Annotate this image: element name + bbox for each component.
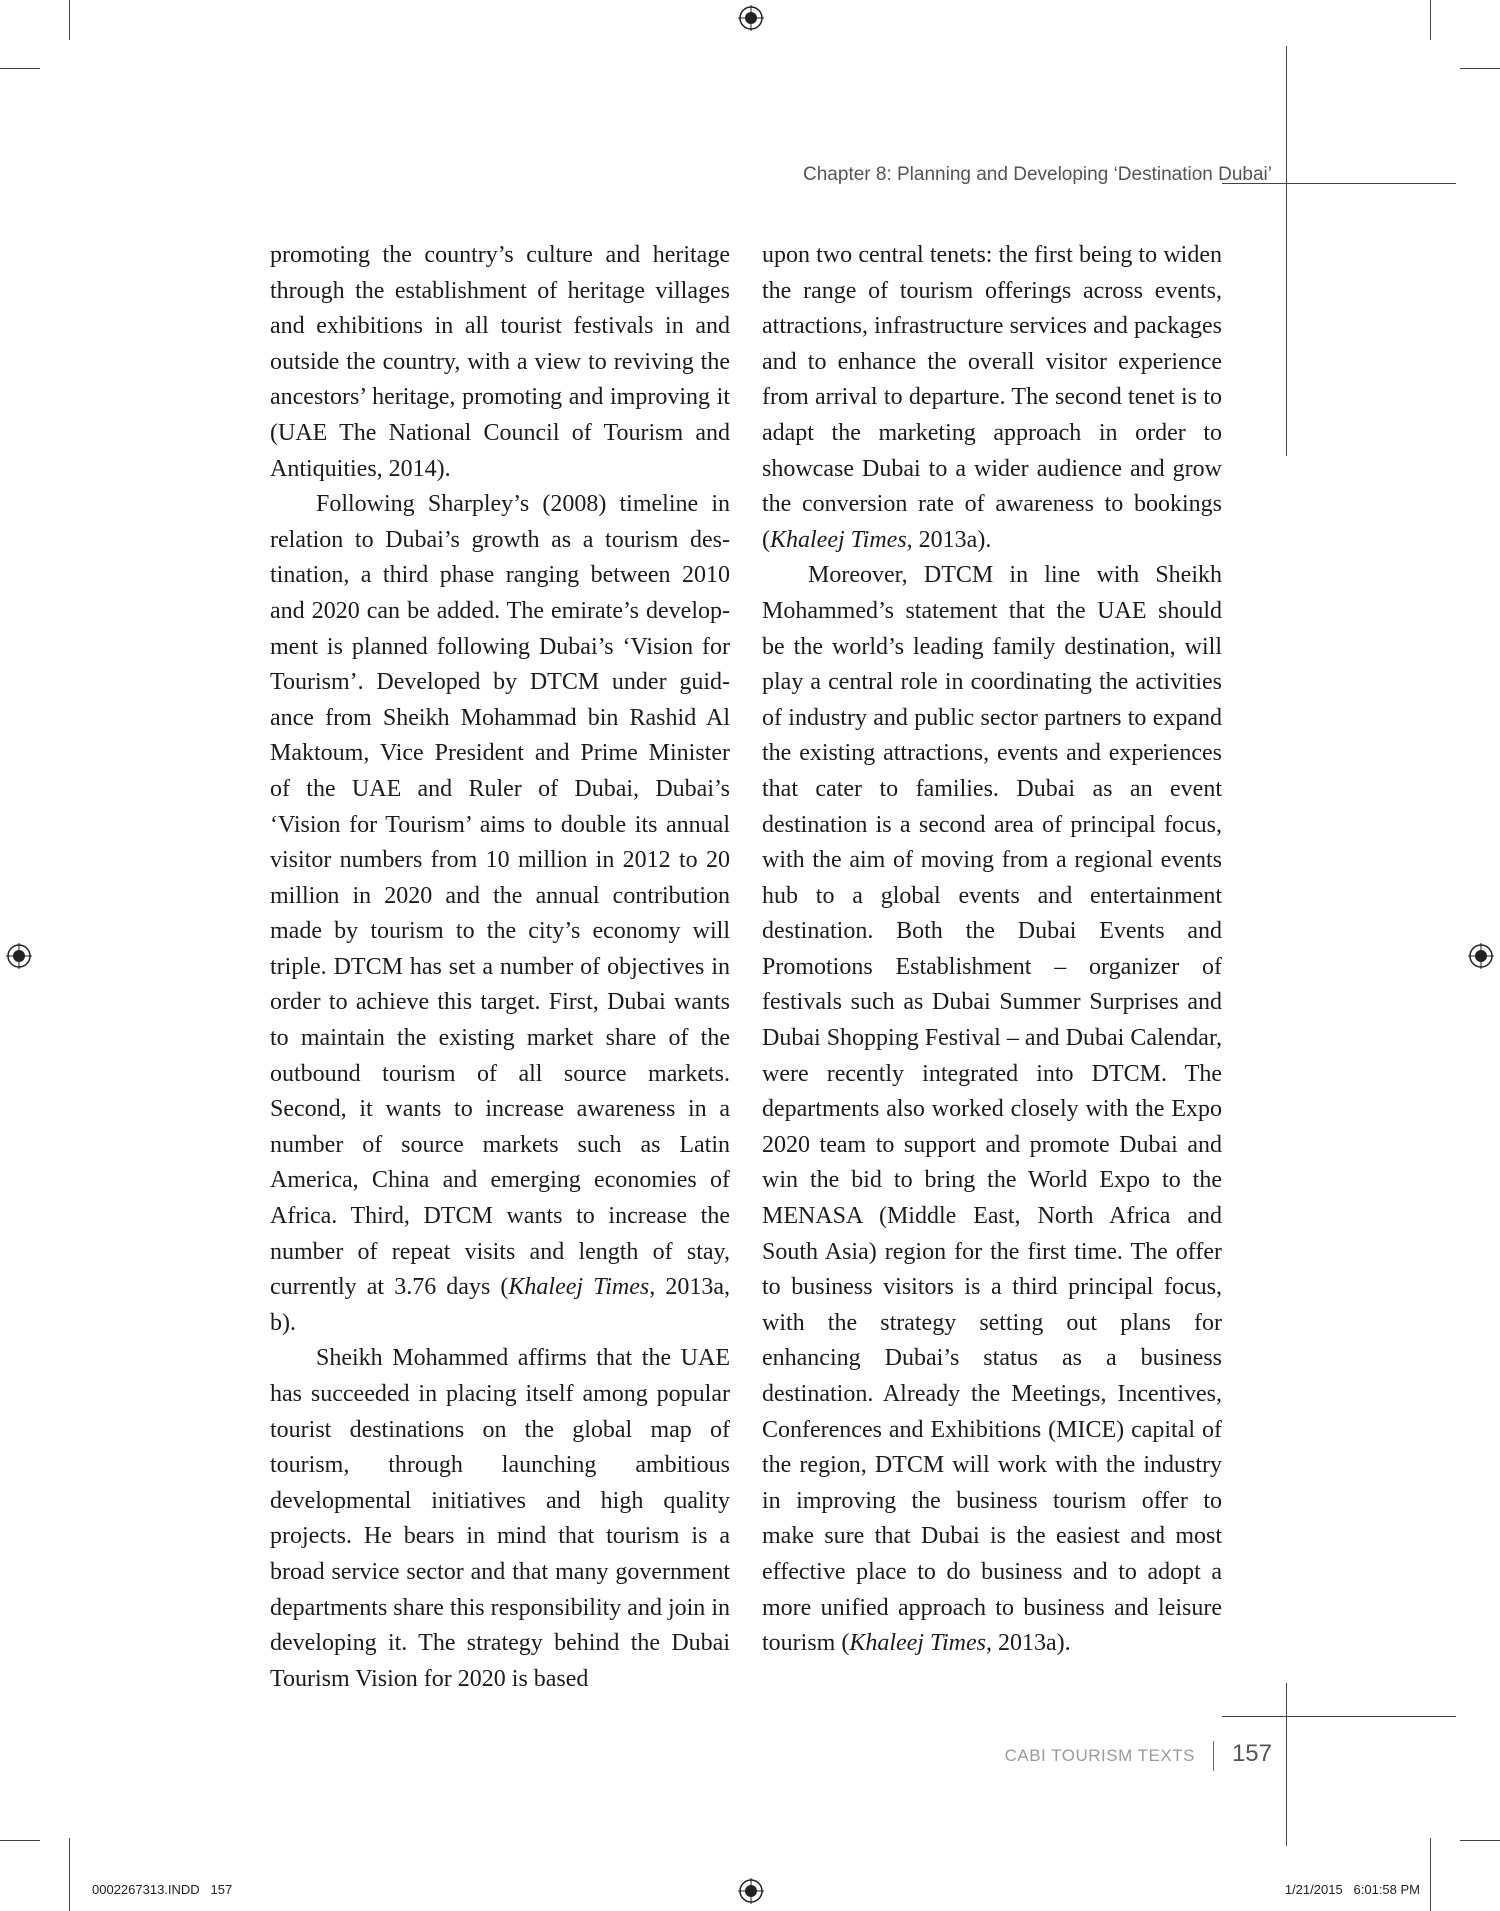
crop-mark xyxy=(1460,1840,1500,1841)
paragraph xyxy=(270,487,730,1341)
citation-source: Khaleej Times xyxy=(770,526,907,553)
running-head: Chapter 8: Planning and Developing ‘Destination Dubai’ xyxy=(803,164,1272,185)
registration-mark-icon xyxy=(6,943,32,969)
paragraph xyxy=(762,558,1222,1661)
paragraph xyxy=(270,238,730,487)
crop-mark xyxy=(0,1840,40,1841)
crop-mark xyxy=(0,68,40,69)
text-run: promoting the country’s culture and heritage through the establishment of heritage villages and exhibitions in all tourist festivals in and outside the country, with a view to reviving the ancestors’ heritage, promoting and improving it (UAE The National Council of Tourism and Antiquities, 2014). xyxy=(270,242,730,482)
left-column xyxy=(270,238,730,1697)
citation-source: Khaleej Times xyxy=(849,1630,986,1657)
text-run: Moreover, DTCM in line with Sheikh Mohammed’s statement that the UAE should be the world’s leading family destination, will play a central role in coordinating the activities of industry and public sector partners to expand the existing attractions, events and experiences that cater to families. Dubai as an event destination is a second area of principal focus, with the aim of moving from a regional events hub to a global events and entertainment destination. Both the Dubai Events and Promotions Establishment – organizer of festivals such as Dubai Summer Surprises and Dubai Shopping Festival – and Dubai Calendar, were recently integrated into DTCM. The departments also worked closely with the Expo 2020 team to support and promote Dubai and win the bid to bring the World Expo to the MENASA (Middle East, North Africa and South Asia) region for the first time. The offer to business visitors is a third principal focus, with the strategy setting out plans for enhancing Dubai’s status as a business destination. Already the Meetings, Incentives, Conferences and Exhibitions (MICE) capital of the region, DTCM will work with the industry in improving the business tourism offer to make sure that Dubai is the easiest and most effective place to do business and to adopt a more unified approach to business and leisure tourism ( xyxy=(762,562,1222,1657)
text-run: , 2013a). xyxy=(906,526,992,553)
text-run: Sheikh Mohammed affirms that the UAE has succeeded in placing itself among popular tourist destinations on the global map of tourism, through launching ambitious developmental initiatives and high quality projects. He bears in mind that tourism is a broad service sector and that many government departments share this responsibility and join in developing it. The strategy behind the Dubai Tourism Vision for 2020 is based xyxy=(270,1345,730,1692)
paragraph xyxy=(270,1341,730,1697)
footer-separator xyxy=(1213,1741,1214,1771)
text-run: Following Sharpley’s (2008) timeline in relation to Dubai’s growth as a tourism destination, a third phase ranging between 2010 and 2020 can be added. The emirate’s development is planned following Dubai’s ‘Vision for Tourism’. Developed by DTCM under guidance from Sheikh Mohammad bin Rashid Al Maktoum, Vice President and Prime Minister of the UAE and Ruler of Dubai, Dubai’s ‘Vision for Tourism’ aims to double its annual visitor numbers from 10 million in 2012 to 20 million in 2020 and the annual contribution made by tourism to the city’s economy will triple. DTCM has set a number of objectives in order to achieve this target. First, Dubai wants to maintain the existing market share of the outbound tourism of all source markets. Second, it wants to increase awareness in a number of source markets such as Latin America, China and emerging economies of Africa. Third, DTCM wants to increase the number of repeat visits and length of stay, currently at 3.76 days ( xyxy=(270,491,730,1301)
slug-timestamp: 1/21/2015 6:01:58 PM xyxy=(1284,1882,1420,1897)
trim-guide xyxy=(1286,1683,1287,1846)
crop-mark xyxy=(69,1838,70,1911)
text-run: , 2013a). xyxy=(986,1630,1071,1657)
text-run: , 2013a, b). xyxy=(270,1274,730,1336)
paragraph xyxy=(762,238,1222,558)
footer-rule xyxy=(1222,1716,1456,1717)
crop-mark xyxy=(1430,0,1431,40)
page-number: 157 xyxy=(1231,1740,1272,1767)
crop-mark xyxy=(69,0,70,40)
crop-mark xyxy=(1430,1838,1431,1911)
page-footer xyxy=(1005,1740,1272,1771)
slug-file: 0002267313.INDD 157 xyxy=(92,1882,233,1897)
citation-source: Khaleej Times xyxy=(508,1274,650,1301)
registration-mark-icon xyxy=(1468,943,1494,969)
registration-mark-icon xyxy=(738,1878,764,1904)
text-run: upon two central tenets: the first being to widen the range of tourism offerings across events, attractions, infrastructure services and packages and to enhance the overall visitor experience from arrival to departure. The second tenet is to adapt the marketing approach in order to showcase Dubai to a wider audience and grow the conversion rate of awareness to bookings ( xyxy=(762,242,1222,553)
right-column xyxy=(762,238,1222,1662)
series-title: CABI TOURISM TEXTS xyxy=(1004,1746,1195,1765)
crop-mark xyxy=(1460,68,1500,69)
registration-mark-icon xyxy=(738,5,764,31)
trim-guide xyxy=(1286,46,1287,456)
